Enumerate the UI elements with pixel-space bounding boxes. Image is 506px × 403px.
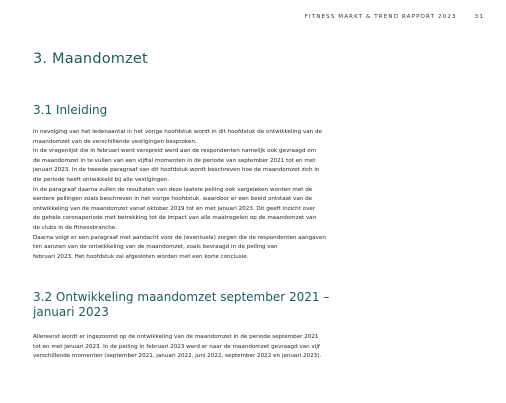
section-body-ontwikkeling xyxy=(33,333,363,362)
body-line: ontwikkeling van de maandomzet vanaf oktober 2019 tot en met januari 2023. Dit geeft inzicht over xyxy=(33,205,316,212)
body-line: verschillende momenten (september 2021, januari 2022, juni 2022, september 2022 en januari 2023). xyxy=(33,353,322,360)
body-line: eerdere peilingen zoals beschreven in het vorige hoofdstuk, waardoor er een beeld ontstaat van de xyxy=(33,196,313,203)
body-line: de clubs in de fitnessbranche. xyxy=(33,224,118,231)
body-line: ten aanzien van de ontwikkeling van de maandomzet, zoals bevraagd in de peiling van xyxy=(33,244,278,251)
body-line: In de vragenlijst die in februari werd verspreid werd aan de respondenten namelijk ook gevraagd om xyxy=(33,148,317,155)
chapter-title: 3. Maandomzet xyxy=(33,51,148,67)
running-header xyxy=(305,14,484,20)
section-title-ontwikkeling: 3.2 Ontwikkeling maandomzet september 2021 – januari 2023 xyxy=(33,290,330,319)
body-line: In navolging van het ledenaantal in het vorige hoofdstuk wordt in dit hoofdstuk de ontwikkeling van de xyxy=(33,129,322,135)
page-number: 31 xyxy=(474,14,484,20)
body-line: januari 2023. In de tweede paragraaf van dit hoofdstuk wordt beschreven hoe de maandomzet zich in xyxy=(33,167,320,174)
report-title: FITNESS MARKT & TREND RAPPORT 2023 xyxy=(304,14,457,20)
section-title-inleiding: 3.1 Inleiding xyxy=(33,103,108,117)
section-body-inleiding xyxy=(33,128,363,262)
body-line: de maandomzet in te vullen van een vijftal momenten in de periode van september 2021 tot en met xyxy=(33,157,316,164)
body-line: die periode heeft ontwikkeld bij alle vestigingen. xyxy=(33,176,170,183)
body-line: maandomzet van de verschillende vestigingen besproken. xyxy=(33,138,197,145)
body-line: Allereerst wordt er ingezoomd op de ontwikkeling van de maandomzet in de periode september 2021 xyxy=(33,334,319,340)
body-line: tot en met januari 2023. In de peiling in februari 2023 werd er naar de maandomzet gevraagd van vijf xyxy=(33,343,320,350)
body-line: februari 2023. Het hoofdstuk zal afgesloten worden met een korte conclusie. xyxy=(33,253,249,260)
body-line: de gehele coronaperiode met betrekking tot de impact van alle maatregelen op de maandomzet van xyxy=(33,215,317,222)
body-line: In de paragraaf daarna zullen de resultaten van deze laatste peiling ook vergeleken worden met de xyxy=(33,186,313,193)
body-line: Daarna volgt er een paragraaf met aandacht voor de (eventuele) zorgen die de respondenten aangaven xyxy=(33,234,326,241)
